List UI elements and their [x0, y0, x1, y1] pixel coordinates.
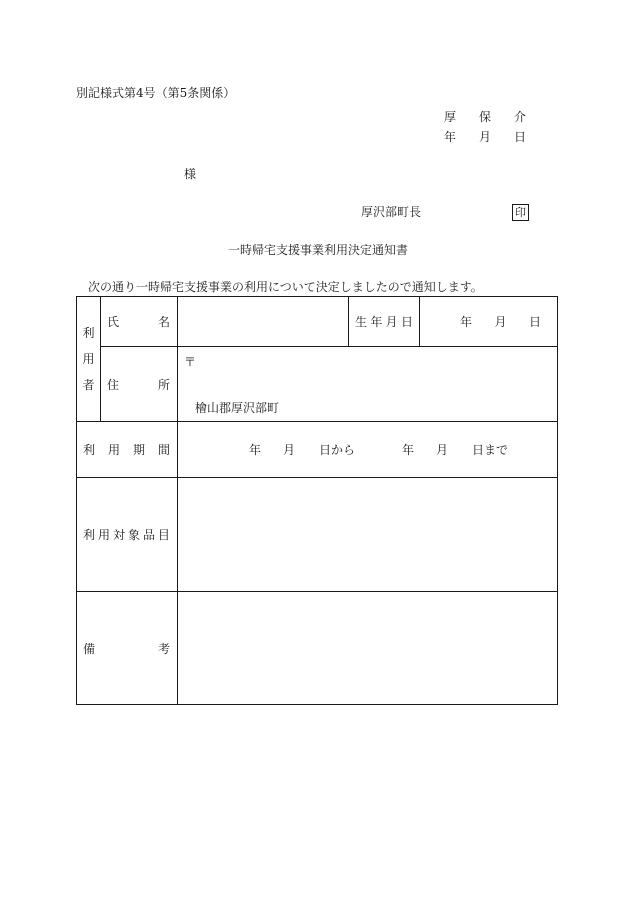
- remarks-label-cell: 備 考: [77, 592, 178, 705]
- user-label: 利 用 者: [77, 297, 101, 422]
- postal-mark: 〒: [184, 355, 197, 369]
- issuer-name: 厚沢部町長: [361, 205, 422, 219]
- document-number: 厚 保 介: [444, 110, 526, 124]
- issue-date: 年 月 日: [444, 130, 526, 144]
- name-field[interactable]: [178, 297, 349, 347]
- form-number: 別記様式第4号（第5条関係）: [76, 86, 236, 100]
- period-label-cell: 利 用 期 間: [77, 422, 178, 478]
- period-from: 年 月 日から: [249, 443, 356, 457]
- document-title: 一時帰宅支援事業利用決定通知書: [228, 243, 409, 257]
- items-label-cell: 利 用 対 象 品 目: [77, 478, 178, 592]
- seal-mark: 印: [512, 204, 529, 221]
- remarks-field[interactable]: [178, 592, 558, 705]
- addressee-suffix: 様: [184, 167, 197, 181]
- birthdate-field[interactable]: 年 月 日: [420, 297, 558, 347]
- birthdate-label-cell: 生 年 月 日: [349, 297, 420, 347]
- address-label-cell: 住 所: [101, 347, 178, 422]
- period-to: 年 月 日まで: [402, 443, 509, 457]
- name-label-cell: 氏 名: [101, 297, 178, 347]
- form-table: [76, 296, 558, 705]
- address-field[interactable]: [178, 347, 558, 422]
- items-field[interactable]: [178, 478, 558, 592]
- intro-text: 次の通り一時帰宅支援事業の利用について決定しましたので通知します。: [88, 280, 483, 294]
- period-field[interactable]: [178, 422, 558, 478]
- address-value: 檜山郡厚沢部町: [195, 401, 280, 415]
